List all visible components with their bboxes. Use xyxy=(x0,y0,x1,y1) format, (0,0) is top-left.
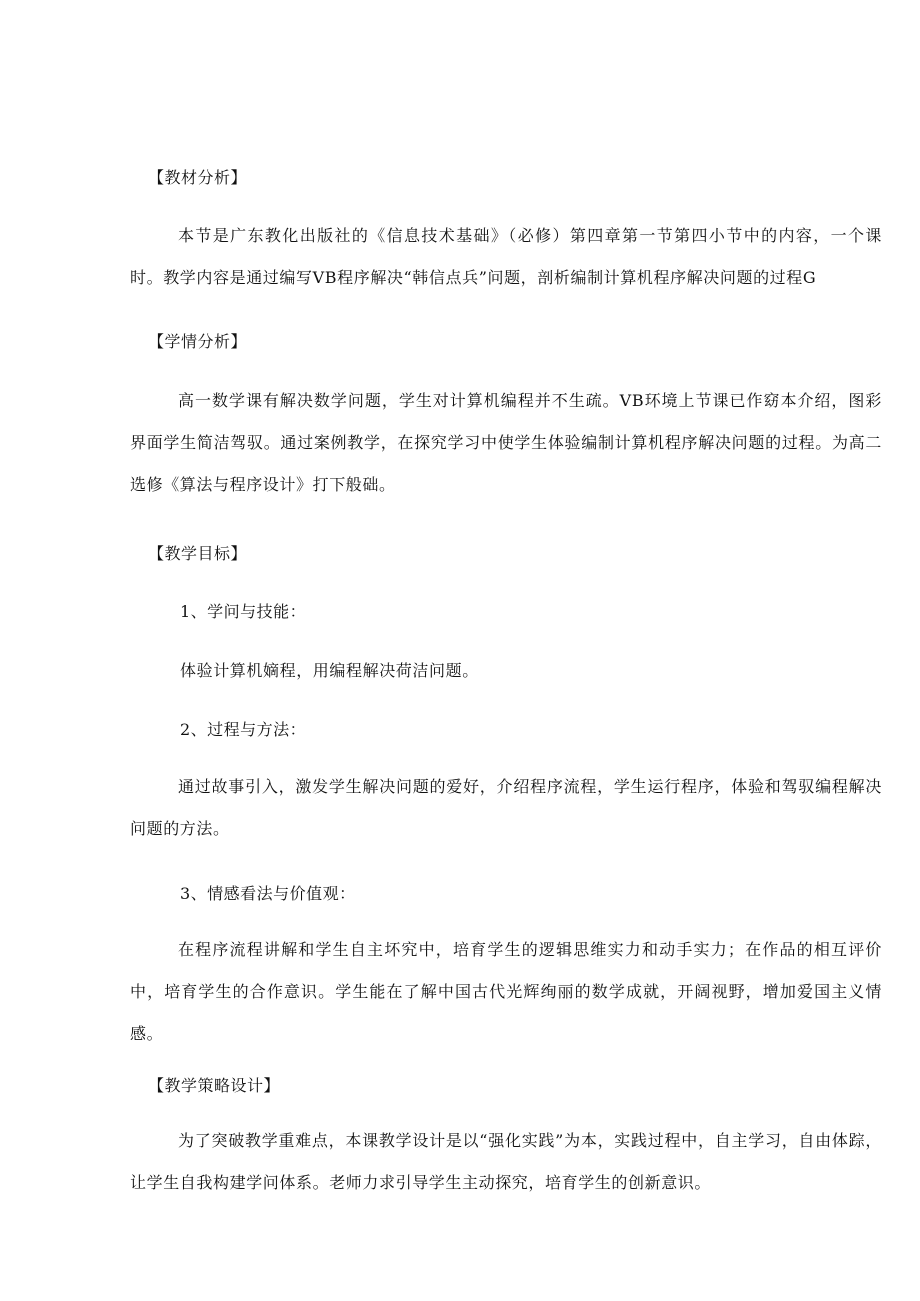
goal-3-title: 3、情感看法与价值观： xyxy=(180,884,356,903)
paragraph-material-analysis: 本节是广东教化出版社的《信息技术基础》（必修）第四章第一节第四小节中的内容，一个课时。教学内容是通过编写VB程序解决“韩信点兵”问题，剖析编制计算机程序解决问题的过程G xyxy=(130,226,882,287)
paragraph-student-analysis: 高一数学课有解决数学问题，学生对计算机编程并不生疏。VB环境上节课已作窈本介绍，图彩界面学生简洁驾驭。通过案例教学，在探究学习中使学生体验编制计算机程序解决问题的过程。为高二选修《算法与程序设计》打下般础。 xyxy=(130,391,882,494)
heading-teaching-strategy: 【教学策略设计】 xyxy=(148,1076,281,1095)
heading-student-analysis: 【学情分析】 xyxy=(148,332,248,351)
goal-1-title: 1、学问与技能： xyxy=(180,602,307,621)
heading-teaching-goals: 【教学目标】 xyxy=(148,544,248,563)
goal-2-text: 通过故事引入，激发学生解决问题的爱好，介绍程序流程，学生运行程序，体验和驾驭编程解决问题的方法。 xyxy=(130,777,882,838)
goal-2-title: 2、过程与方法： xyxy=(180,720,307,739)
paragraph-teaching-strategy: 为了突破教学重难点，本课教学设计是以“强化实践”为本，实践过程中，自主学习，自由体踪，让学生自我构建学问体系。老师力求引导学生主动探究，培育学生的创新意识。 xyxy=(130,1131,882,1192)
heading-material-analysis: 【教材分析】 xyxy=(148,168,248,187)
goal-1-text: 体验计算机嫡程，用编程解决荷洁问题。 xyxy=(180,661,479,680)
goal-3-text: 在程序流程讲解和学生自主坏究中，培育学生的逻辑思维实力和动手实力；在作品的相互评价中，培育学生的合作意识。学生能在了解中国古代光辉绚丽的数学成就，开阔视野，增加爱国主义情感。 xyxy=(130,940,882,1043)
